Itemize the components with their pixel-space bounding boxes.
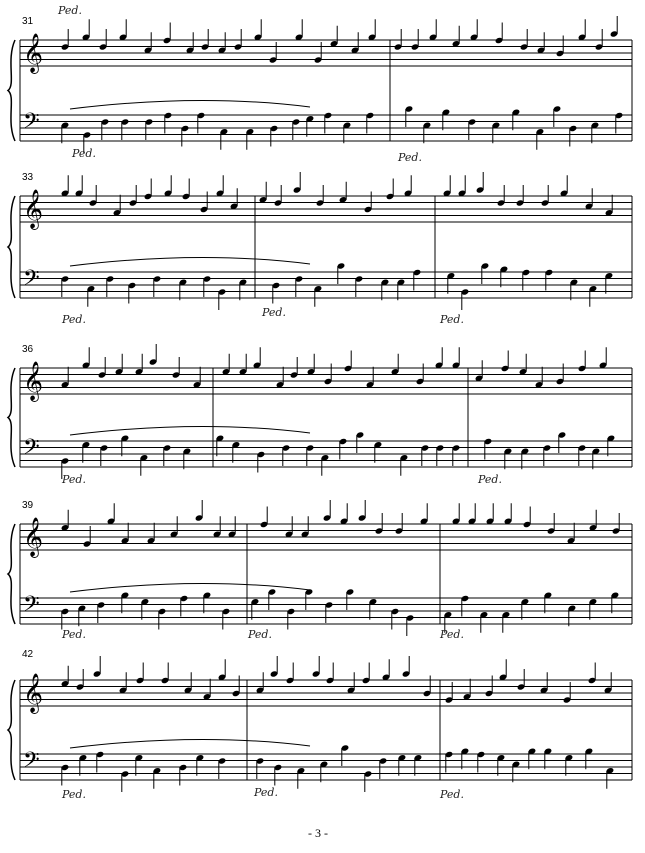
measure-number: 31	[22, 16, 34, 27]
bass-clef: 𝄢	[23, 435, 40, 465]
pedal-mark: Ped.	[62, 313, 86, 326]
page-number: - 3 -	[308, 826, 328, 840]
slur	[70, 739, 310, 748]
brace	[8, 196, 15, 298]
bass-clef: 𝄢	[23, 592, 40, 622]
brace	[8, 524, 15, 624]
pedal-mark: Ped.	[72, 147, 96, 160]
bass-clef: 𝄢	[23, 266, 40, 296]
brace	[8, 40, 15, 141]
measure-number: 42	[22, 649, 34, 660]
treble-clef: 𝄞	[23, 189, 44, 229]
pedal-mark: Ped.	[398, 151, 422, 164]
measure-number: 33	[22, 172, 34, 183]
slur	[70, 100, 310, 109]
pedal-mark: Ped.	[478, 473, 502, 486]
pedal-mark: Ped.	[62, 788, 86, 801]
pedal-mark: Ped.	[248, 628, 272, 641]
pedal-mark: Ped.	[62, 473, 86, 486]
pedal-mark: Ped.	[440, 628, 464, 641]
pedal-mark: Ped.	[440, 313, 464, 326]
brace	[8, 680, 15, 780]
measure-number: 36	[22, 344, 34, 355]
measure-number: 39	[22, 500, 34, 511]
pedal-mark: Ped.	[62, 628, 86, 641]
bass-clef: 𝄢	[23, 109, 40, 139]
pedal-mark: Ped.	[262, 306, 286, 319]
pedal-mark: Ped.	[254, 786, 278, 799]
treble-clef: 𝄞	[23, 673, 44, 713]
brace	[8, 368, 15, 467]
treble-clef: 𝄞	[23, 33, 44, 73]
bass-clef: 𝄢	[23, 748, 40, 778]
pedal-mark: Ped.	[440, 788, 464, 801]
treble-clef: 𝄞	[23, 361, 44, 401]
slur	[70, 426, 310, 435]
treble-clef: 𝄞	[23, 517, 44, 557]
pedal-mark: Ped.	[58, 4, 82, 17]
slur	[70, 257, 310, 266]
